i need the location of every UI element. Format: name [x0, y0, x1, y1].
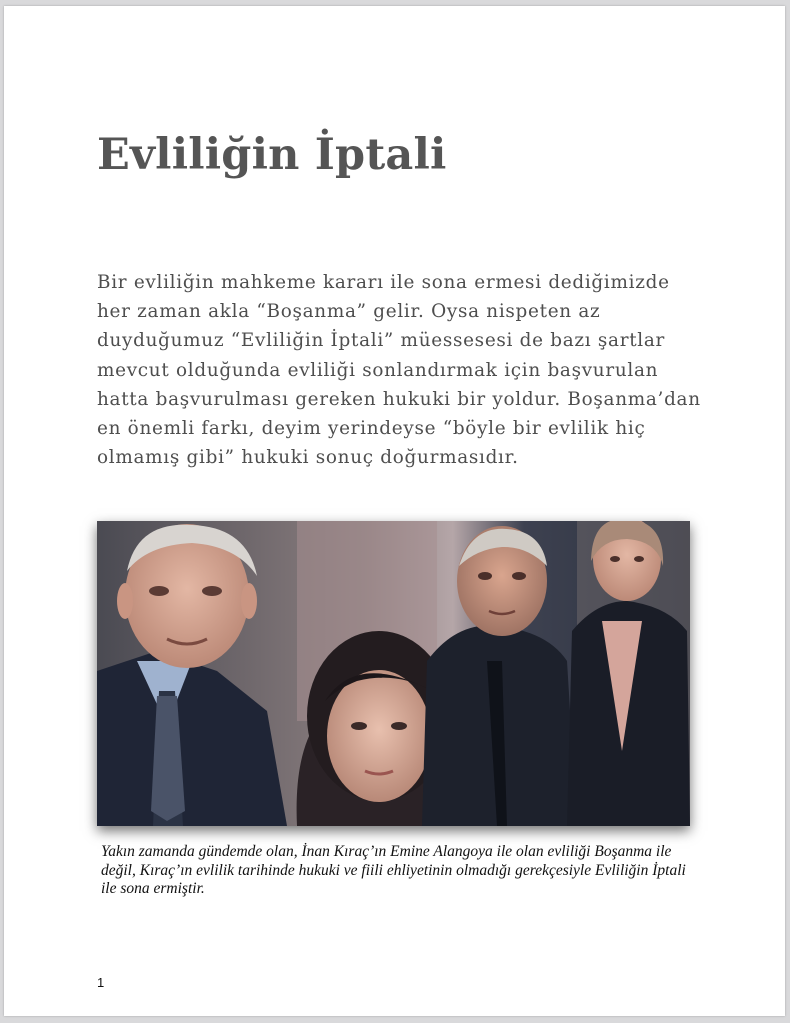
page-title: Evliliğin İptali — [97, 130, 447, 180]
document-page — [4, 6, 785, 1016]
photo-caption: Yakın zamanda gündemde olan, İnan Kıraç’ın Emine Alangoya ile olan evliliği Boşanma ile değil, Kıraç’ın evlilik tarihinde hukuki ve fiili ehliyetinin olmadığı gerekçesiyle Evliliğin İptali ile sona ermiştir. — [101, 843, 686, 897]
body-paragraph: Bir evliliğin mahkeme kararı ile sona ermesi dediğimizde her zaman akla “Boşanma” gelir. Oysa nispeten az duyduğumuz “Evliliğin İptali” müessesesi de bazı şartlar mevcut olduğunda evliliği sonlandırmak için başvurulan hatta başvurulması gereken hukuki bir yoldur. Boşanma’dan en önemli farkı, deyim yerindeyse “böyle bir evlilik hiç olmamış gibi” hukuki sonuç doğurmasıdır. — [97, 272, 701, 469]
photo-illustration — [97, 521, 690, 826]
news-photo — [97, 521, 690, 826]
page-number: 1 — [97, 975, 105, 990]
